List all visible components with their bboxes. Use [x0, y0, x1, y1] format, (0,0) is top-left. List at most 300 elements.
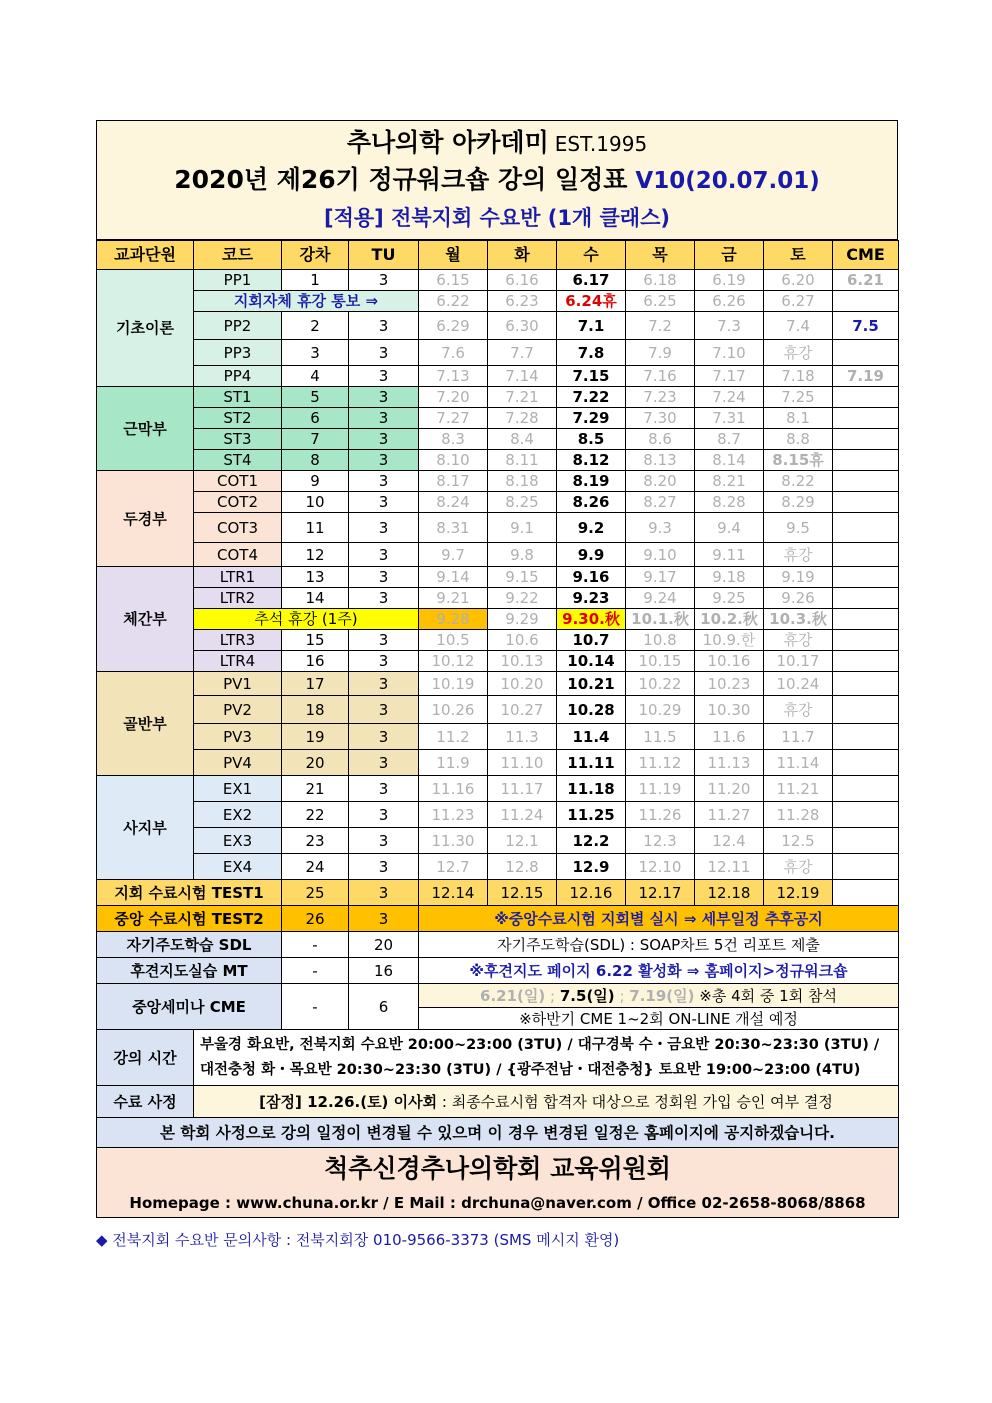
cme-cell: [833, 724, 899, 750]
date-cell: 12.19: [764, 880, 833, 906]
committee-row: [97, 1148, 899, 1190]
date-cell: 6.30: [488, 312, 557, 340]
date-cell: 11.10: [488, 750, 557, 776]
date-cell: 8.29: [764, 492, 833, 513]
lecture-cell: 21: [282, 776, 349, 802]
table-row: [97, 651, 899, 672]
date-cell: 12.9: [557, 854, 626, 880]
header-cell: 수: [557, 241, 626, 270]
date-cell: 7.16: [626, 366, 695, 387]
table-row: [97, 471, 899, 492]
lecture-cell: 12: [282, 543, 349, 567]
date-cell: 10.9.한: [695, 630, 764, 651]
date-cell: 9.1: [488, 513, 557, 543]
date-cell: 8.1: [764, 408, 833, 429]
date-cell: 11.17: [488, 776, 557, 802]
date-cell: 9.18: [695, 567, 764, 588]
date-cell: 10.28: [557, 696, 626, 724]
cme-cell: [833, 750, 899, 776]
date-cell: 9.17: [626, 567, 695, 588]
tu-cell: 3: [349, 450, 419, 471]
date-cell: 6.23: [488, 291, 557, 312]
header-cell: 화: [488, 241, 557, 270]
lecture-cell: 19: [282, 724, 349, 750]
date-cell: 11.14: [764, 750, 833, 776]
sdl-row: [97, 932, 899, 958]
cme-date-1: 6.21(일): [480, 986, 546, 1005]
sdl-note: 자기주도학습(SDL) : SOAP차트 5건 리포트 제출: [419, 932, 899, 958]
date-cell: 6.25: [626, 291, 695, 312]
date-cell: 12.15: [488, 880, 557, 906]
date-cell: 9.11: [695, 543, 764, 567]
cme-date-2: 7.5(일): [559, 986, 615, 1005]
date-cell: 8.19: [557, 471, 626, 492]
code-cell: COT1: [194, 471, 282, 492]
date-cell: 11.27: [695, 802, 764, 828]
schedule-document: [96, 120, 898, 1218]
sdl-label: 자기주도학습 SDL: [97, 932, 282, 958]
test2-label: 중앙 수료시험 TEST2: [97, 906, 282, 932]
test1-row: [97, 880, 899, 906]
header-cell: 코드: [194, 241, 282, 270]
date-cell: 11.12: [626, 750, 695, 776]
date-cell: 8.20: [626, 471, 695, 492]
cme-cell: [833, 880, 899, 906]
date-cell: 7.23: [626, 387, 695, 408]
unit-label: 골반부: [97, 672, 194, 776]
date-cell: 12.5: [764, 828, 833, 854]
date-cell: 7.20: [419, 387, 488, 408]
date-cell: 11.18: [557, 776, 626, 802]
tu-cell: 3: [349, 880, 419, 906]
table-row: [97, 387, 899, 408]
date-cell: 7.15: [557, 366, 626, 387]
tu-cell: 3: [349, 366, 419, 387]
cme-cell: [833, 567, 899, 588]
cme-cell: [833, 450, 899, 471]
date-cell: 8.31: [419, 513, 488, 543]
code-cell: ST3: [194, 429, 282, 450]
date-cell: 7.8: [557, 340, 626, 366]
date-cell: 11.25: [557, 802, 626, 828]
cme-cell: [833, 408, 899, 429]
contact-row: [97, 1190, 899, 1218]
lecture-cell: 3: [282, 340, 349, 366]
date-cell: 10.16: [695, 651, 764, 672]
tu-cell: 3: [349, 513, 419, 543]
date-cell: 10.22: [626, 672, 695, 696]
date-cell: 6.22: [419, 291, 488, 312]
date-cell: 8.22: [764, 471, 833, 492]
cme-cell: [833, 291, 899, 312]
date-cell: 8.27: [626, 492, 695, 513]
org-name: 추나의학 아카데미: [346, 128, 549, 157]
date-cell: 9.30.秋: [557, 609, 626, 630]
lecture-cell: 25: [282, 880, 349, 906]
date-cell: 9.10: [626, 543, 695, 567]
code-cell: COT3: [194, 513, 282, 543]
date-cell: 7.22: [557, 387, 626, 408]
code-cell: EX2: [194, 802, 282, 828]
date-cell: 7.21: [488, 387, 557, 408]
date-cell: 10.15: [626, 651, 695, 672]
date-cell: 7.2: [626, 312, 695, 340]
table-row: [97, 429, 899, 450]
tu-cell: 16: [349, 958, 419, 984]
header-cell: 강차: [282, 241, 349, 270]
table-row: [97, 450, 899, 471]
table-row: [97, 802, 899, 828]
contact-info: Homepage : www.chuna.or.kr / E Mail : drchuna@naver.com / Office 02-2658-8068/8868: [97, 1190, 899, 1218]
date-cell: 12.2: [557, 828, 626, 854]
time-line-1: 부울경 화요반, 전북지회 수요반 20:00~23:00 (3TU) / 대구경북 수・금요반 20:30~23:30 (3TU) /: [200, 1036, 880, 1053]
table-row: [97, 340, 899, 366]
notice-text: 본 학회 사정으로 강의 일정이 변경될 수 있으며 이 경우 변경된 일정은 홈페이지에 공지하겠습니다.: [97, 1118, 899, 1148]
date-cell: 7.7: [488, 340, 557, 366]
date-cell: 12.17: [626, 880, 695, 906]
holiday-label: 추석 휴강 (1주): [194, 609, 419, 630]
cme-cell: [833, 828, 899, 854]
date-cell: 10.24: [764, 672, 833, 696]
cme-cell: 7.5: [833, 312, 899, 340]
lecture-cell: 9: [282, 471, 349, 492]
cme-cell: [833, 802, 899, 828]
date-cell: 9.4: [695, 513, 764, 543]
tu-cell: 3: [349, 312, 419, 340]
date-cell: 10.7: [557, 630, 626, 651]
code-cell: ST2: [194, 408, 282, 429]
date-cell: 10.29: [626, 696, 695, 724]
title-org-line: [97, 121, 897, 160]
code-cell: LTR4: [194, 651, 282, 672]
date-cell: 9.19: [764, 567, 833, 588]
date-cell: 10.20: [488, 672, 557, 696]
date-cell: 11.5: [626, 724, 695, 750]
date-cell: 8.8: [764, 429, 833, 450]
date-cell: 8.26: [557, 492, 626, 513]
date-cell: 6.16: [488, 270, 557, 291]
code-cell: EX4: [194, 854, 282, 880]
cme-cell: [833, 776, 899, 802]
cme-cell: [833, 609, 899, 630]
table-row: [97, 588, 899, 609]
code-cell: PP4: [194, 366, 282, 387]
date-cell: 휴강: [764, 696, 833, 724]
tu-cell: 3: [349, 471, 419, 492]
date-cell: 9.24: [626, 588, 695, 609]
date-cell: 8.5: [557, 429, 626, 450]
date-cell: 12.1: [488, 828, 557, 854]
date-cell: 7.29: [557, 408, 626, 429]
table-row: [97, 828, 899, 854]
date-cell: 11.20: [695, 776, 764, 802]
date-cell: 12.8: [488, 854, 557, 880]
table-row: [97, 543, 899, 567]
tu-cell: 3: [349, 543, 419, 567]
date-cell: 9.26: [764, 588, 833, 609]
tu-cell: 3: [349, 672, 419, 696]
date-cell: 9.21: [419, 588, 488, 609]
date-cell: 12.10: [626, 854, 695, 880]
header-row: [97, 241, 899, 270]
table-row: [97, 750, 899, 776]
table-row: [97, 492, 899, 513]
table-row: [97, 672, 899, 696]
date-cell: 12.18: [695, 880, 764, 906]
cme-dates: [419, 984, 899, 1008]
time-row: [97, 1030, 899, 1086]
holiday-label: 지회자체 휴강 통보 ⇒: [194, 291, 419, 312]
date-cell: 11.4: [557, 724, 626, 750]
tu-cell: 3: [349, 802, 419, 828]
lecture-cell: 20: [282, 750, 349, 776]
main-title: 2020년 제26기 정규워크숍 강의 일정표: [174, 165, 628, 194]
date-cell: 8.6: [626, 429, 695, 450]
table-row: [97, 408, 899, 429]
date-cell: 8.7: [695, 429, 764, 450]
date-cell: 10.13: [488, 651, 557, 672]
code-cell: PP3: [194, 340, 282, 366]
date-cell: 8.3: [419, 429, 488, 450]
cme-cell: [833, 651, 899, 672]
date-cell: 9.25: [695, 588, 764, 609]
date-cell: 6.27: [764, 291, 833, 312]
tu-cell: 3: [349, 429, 419, 450]
date-cell: 11.16: [419, 776, 488, 802]
lecture-cell: 17: [282, 672, 349, 696]
date-cell: 6.20: [764, 270, 833, 291]
date-cell: 휴강: [764, 340, 833, 366]
date-cell: 10.8: [626, 630, 695, 651]
table-row: [97, 630, 899, 651]
date-cell: 11.6: [695, 724, 764, 750]
date-cell: 7.4: [764, 312, 833, 340]
cme-cell: [833, 543, 899, 567]
header-cell: 목: [626, 241, 695, 270]
tu-cell: 3: [349, 750, 419, 776]
lecture-cell: 26: [282, 906, 349, 932]
cme-cell: [833, 471, 899, 492]
cme-note-1: ※총 4회 중 1회 참석: [699, 986, 837, 1005]
date-cell: 12.7: [419, 854, 488, 880]
date-cell: 7.27: [419, 408, 488, 429]
lecture-cell: 4: [282, 366, 349, 387]
tu-cell: 3: [349, 696, 419, 724]
code-cell: PV3: [194, 724, 282, 750]
cme-cell: [833, 630, 899, 651]
completion-content: [194, 1086, 899, 1118]
date-cell: 8.18: [488, 471, 557, 492]
lecture-cell: 22: [282, 802, 349, 828]
unit-label: 체간부: [97, 567, 194, 672]
lecture-cell: 8: [282, 450, 349, 471]
tu-cell: 3: [349, 567, 419, 588]
date-cell: 7.9: [626, 340, 695, 366]
version: V10(20.07.01): [635, 168, 820, 194]
date-cell: 7.3: [695, 312, 764, 340]
unit-label: 근막부: [97, 387, 194, 471]
date-cell: 8.12: [557, 450, 626, 471]
cme-cell: [833, 513, 899, 543]
code-cell: ST4: [194, 450, 282, 471]
tu-cell: 3: [349, 270, 419, 291]
table-row: [97, 724, 899, 750]
date-cell: 9.23: [557, 588, 626, 609]
cme-cell: [833, 340, 899, 366]
schedule-table: [96, 240, 899, 1218]
lecture-cell: 13: [282, 567, 349, 588]
date-cell: 9.8: [488, 543, 557, 567]
time-content: [194, 1030, 899, 1086]
lecture-cell: 14: [282, 588, 349, 609]
cme-cell: [833, 492, 899, 513]
header-cell: 금: [695, 241, 764, 270]
table-row: [97, 854, 899, 880]
date-cell: 10.23: [695, 672, 764, 696]
date-cell: 9.29: [488, 609, 557, 630]
date-cell: 11.9: [419, 750, 488, 776]
date-cell: 8.28: [695, 492, 764, 513]
date-cell: 7.17: [695, 366, 764, 387]
title-box: [96, 120, 898, 240]
table-row: [97, 609, 899, 630]
date-cell: 8.11: [488, 450, 557, 471]
date-cell: 8.15휴: [764, 450, 833, 471]
lecture-cell: -: [282, 984, 349, 1030]
footnote: ◆ 전북지회 수요반 문의사항 : 전북지회장 010-9566-3373 (SMS 메시지 환영): [96, 1231, 620, 1249]
cme-cell: [833, 429, 899, 450]
date-cell: 12.4: [695, 828, 764, 854]
lecture-cell: 18: [282, 696, 349, 724]
date-cell: 9.14: [419, 567, 488, 588]
date-cell: 11.3: [488, 724, 557, 750]
lecture-cell: 15: [282, 630, 349, 651]
date-cell: 11.7: [764, 724, 833, 750]
tu-cell: 3: [349, 724, 419, 750]
date-cell: 8.13: [626, 450, 695, 471]
date-cell: 휴강: [764, 630, 833, 651]
date-cell: 휴강: [764, 543, 833, 567]
date-cell: 12.14: [419, 880, 488, 906]
date-cell: 6.26: [695, 291, 764, 312]
date-cell: 9.28: [419, 609, 488, 630]
table-row: [97, 291, 899, 312]
date-cell: 10.17: [764, 651, 833, 672]
code-cell: COT4: [194, 543, 282, 567]
date-cell: 7.28: [488, 408, 557, 429]
code-cell: LTR3: [194, 630, 282, 651]
notice-row: [97, 1118, 899, 1148]
cme-sep: ;: [550, 986, 556, 1005]
tu-cell: 3: [349, 630, 419, 651]
cme-date-3: 7.19(일): [629, 986, 695, 1005]
table-row: [97, 776, 899, 802]
header-cell: 교과단원: [97, 241, 194, 270]
date-cell: 10.14: [557, 651, 626, 672]
lecture-cell: 6: [282, 408, 349, 429]
lecture-cell: -: [282, 932, 349, 958]
tu-cell: 3: [349, 340, 419, 366]
date-cell: 12.16: [557, 880, 626, 906]
unit-label: 두경부: [97, 471, 194, 567]
code-cell: PV2: [194, 696, 282, 724]
completion-date: [잠정] 12.26.(토) 이사회: [259, 1092, 438, 1111]
cme-label: 중앙세미나 CME: [97, 984, 282, 1030]
code-cell: LTR1: [194, 567, 282, 588]
date-cell: 6.17: [557, 270, 626, 291]
date-cell: 9.16: [557, 567, 626, 588]
tu-cell: 3: [349, 906, 419, 932]
date-cell: 10.5: [419, 630, 488, 651]
date-cell: 8.21: [695, 471, 764, 492]
code-cell: COT2: [194, 492, 282, 513]
date-cell: 11.2: [419, 724, 488, 750]
date-cell: 7.24: [695, 387, 764, 408]
date-cell: 6.18: [626, 270, 695, 291]
title-main-line: [97, 160, 897, 201]
lecture-cell: 5: [282, 387, 349, 408]
date-cell: 7.14: [488, 366, 557, 387]
date-cell: 12.11: [695, 854, 764, 880]
date-cell: 10.30: [695, 696, 764, 724]
lecture-cell: 1: [282, 270, 349, 291]
unit-label: 사지부: [97, 776, 194, 880]
est-year: EST.1995: [554, 132, 648, 156]
date-cell: 9.22: [488, 588, 557, 609]
lecture-cell: -: [282, 958, 349, 984]
cme-cell: 7.19: [833, 366, 899, 387]
code-cell: PP2: [194, 312, 282, 340]
header-cell: CME: [833, 241, 899, 270]
cme-cell: [833, 672, 899, 696]
test1-label: 지회 수료시험 TEST1: [97, 880, 282, 906]
date-cell: 11.24: [488, 802, 557, 828]
tu-cell: 3: [349, 408, 419, 429]
date-cell: 8.24: [419, 492, 488, 513]
tu-cell: 3: [349, 588, 419, 609]
table-row: [97, 270, 899, 291]
completion-text: : 최종수료시험 합격자 대상으로 정회원 가입 승인 여부 결정: [437, 1092, 833, 1111]
lecture-cell: 11: [282, 513, 349, 543]
date-cell: 8.10: [419, 450, 488, 471]
date-cell: 7.18: [764, 366, 833, 387]
time-label: 강의 시간: [97, 1030, 194, 1086]
code-cell: PV1: [194, 672, 282, 696]
date-cell: 9.3: [626, 513, 695, 543]
lecture-cell: 16: [282, 651, 349, 672]
date-cell: 10.6: [488, 630, 557, 651]
header-cell: 월: [419, 241, 488, 270]
cme-cell: [833, 588, 899, 609]
date-cell: 9.9: [557, 543, 626, 567]
date-cell: 10.27: [488, 696, 557, 724]
test2-row: [97, 906, 899, 932]
date-cell: 8.14: [695, 450, 764, 471]
date-cell: 11.13: [695, 750, 764, 776]
date-cell: 10.21: [557, 672, 626, 696]
date-cell: 6.24휴: [557, 291, 626, 312]
code-cell: PV4: [194, 750, 282, 776]
mt-note: ※후견지도 페이지 6.22 활성화 ⇒ 홈페이지>정규워크숍: [419, 958, 899, 984]
date-cell: 11.26: [626, 802, 695, 828]
table-row: [97, 696, 899, 724]
date-cell: 10.2.秋: [695, 609, 764, 630]
date-cell: 7.10: [695, 340, 764, 366]
time-line-2: 대전충청 화・목요반 20:30~23:30 (3TU) / {광주전남・대전충청} 토요반 19:00~23:00 (4TU): [200, 1061, 861, 1078]
date-cell: 11.19: [626, 776, 695, 802]
date-cell: 10.26: [419, 696, 488, 724]
cme-row: [97, 984, 899, 1008]
